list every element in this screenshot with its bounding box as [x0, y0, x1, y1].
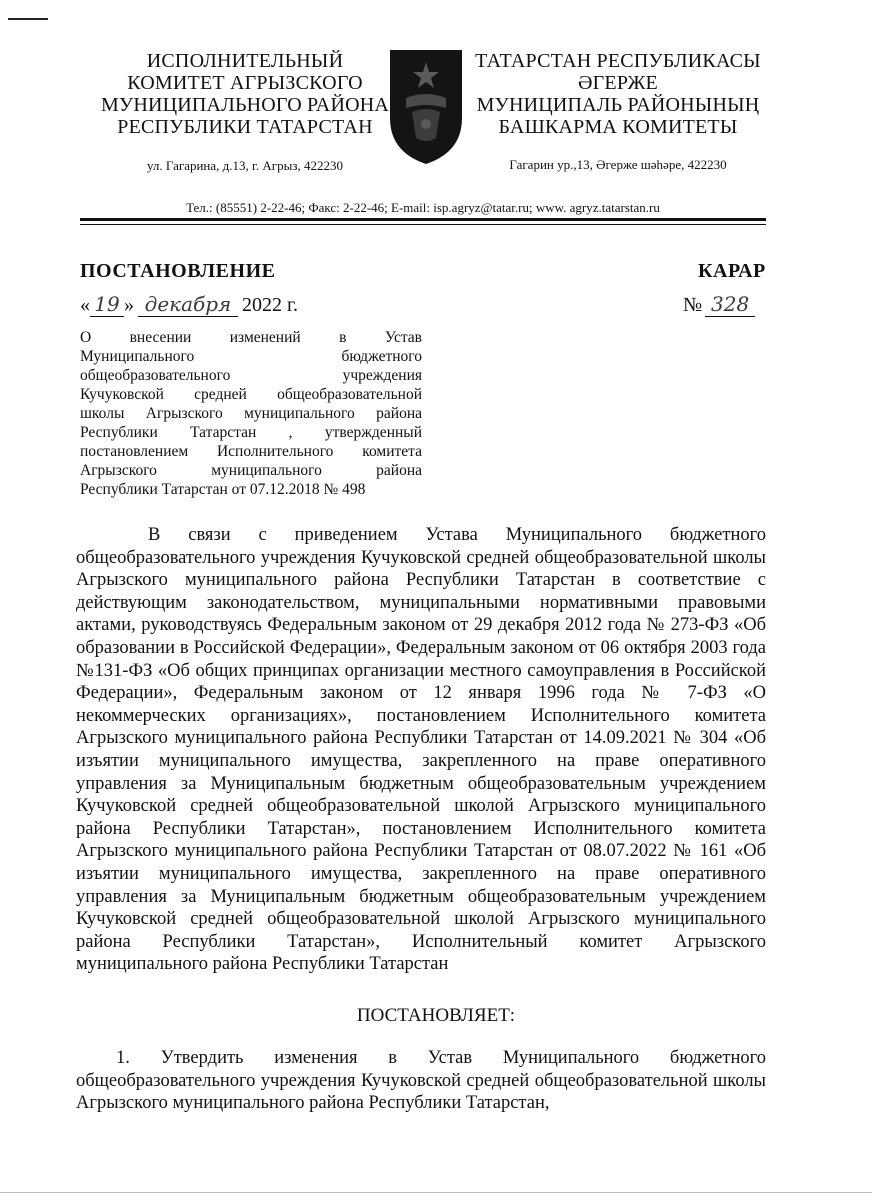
subject-line: постановлением Исполнительного комитета: [80, 443, 422, 460]
org-name-ru-line-1: ИСПОЛНИТЕЛЬНЫЙ: [146, 50, 344, 72]
org-name-tt-line-4: БАШКАРМА КОМИТЕТЫ: [498, 116, 738, 138]
subject-line: школы Агрызского муниципального района: [80, 405, 422, 422]
subject-line: общеобразовательного учреждения: [80, 367, 422, 384]
doc-type-ru: ПОСТАНОВЛЕНИЕ: [80, 260, 276, 282]
corner-mark: [8, 18, 48, 20]
preamble-paragraph: В связи с приведением Устава Муниципального бюджетного общеобразовательного учреждения Кучуковской средней общеобразовательной школы Агрызского муниципального района Республики Татарстан в соответствие с действующим законодательством, муниципальными нормативными правовыми актами, руководствуясь Федеральным законом от 29 декабря 2012 года № 273-ФЗ «Об образовании в Российской Федерации», Федеральным законом от 06 октября 2003 года №131-ФЗ «Об общих принципах организации местного самоуправления в Российской Федерации», Федеральным законом от 12 января 1996 года № 7-ФЗ «О некоммерческих организациях», постановлением Исполнительного комитета Агрызского муниципального района Республики Татарстан от 14.09.2021 № 304 «Об изъятии муниципального имущества, закрепленного на праве оперативного управления за Муниципальным бюджетным общеобразовательным учреждением Кучуковской средней общеобразовательной школой Агрызского муниципального района Республики Татарстан», постановлением Исполнительного комитета Агрызского муниципального района Республики Татарстан от 08.07.2022 № 161 «Об изъятии муниципального имущества, закрепленного на праве оперативного управления за Муниципальным бюджетным общеобразовательным учреждением Кучуковской средней общеобразовательной школой Агрызского муниципального района Республики Татарстан», Исполнительный комитет Агрызского муниципального района Республики Татарстан: [76, 525, 766, 975]
subject-line: Республики Татарстан от 07.12.2018 № 498: [80, 481, 366, 498]
date-year: 2022 г.: [242, 294, 298, 316]
org-name-tt-line-1: ТАТАРСТАН РЕСПУБЛИКАСЫ: [475, 50, 761, 72]
date-month: декабря: [138, 292, 238, 317]
date-open-quote: «: [80, 294, 90, 316]
address-tt: Гагарин ур.,13, Әгерже шәһәре, 422230: [509, 157, 727, 172]
page-bottom-edge: [0, 1192, 872, 1193]
doc-subject: [80, 328, 422, 499]
doc-type-tt: КАРАР: [698, 260, 766, 282]
org-name-ru-line-4: РЕСПУБЛИКИ ТАТАРСТАН: [117, 116, 373, 138]
number-prefix: №: [683, 294, 703, 316]
date-close-quote: »: [124, 294, 134, 316]
header-divider-thick: [80, 218, 766, 221]
org-name-ru-line-2: КОМИТЕТ АГРЫЗСКОГО: [127, 72, 363, 94]
org-name-tt-line-3: МУНИЦИПАЛЬ РАЙОНЫНЫҢ: [476, 94, 760, 116]
doc-date: [80, 292, 298, 317]
resolves-heading: ПОСТАНОВЛЯЕТ:: [356, 1005, 516, 1026]
org-name-tt-line-2: ӘГЕРЖЕ: [578, 72, 658, 94]
contacts-line: Тел.: (85551) 2-22-46; Факс: 2-22-46; E-mail: isp.agryz@tatar.ru; www. agryz.tatarstan.ru: [186, 200, 660, 215]
subject-line: Агрызского муниципального района: [80, 462, 422, 479]
coat-of-arms-icon: [388, 48, 464, 166]
date-day: 19: [90, 292, 124, 317]
resolution-point-1: 1. Утвердить изменения в Устав Муниципального бюджетного общеобразовательного учреждения Кучуковской средней общеобразовательной школы Агрызского муниципального района Республики Татарстан,: [76, 1048, 766, 1114]
address-ru: ул. Гагарина, д.13, г. Агрыз, 422230: [147, 158, 343, 173]
subject-line: Кучуковской средней общеобразовательной: [80, 386, 422, 403]
doc-number: [683, 292, 755, 317]
header-right-block: [468, 50, 768, 173]
subject-line: О внесении изменений в Устав: [80, 329, 422, 346]
org-name-ru-line-3: МУНИЦИПАЛЬНОГО РАЙОНА: [100, 94, 390, 116]
header-divider-thin: [80, 224, 766, 225]
subject-line: Муниципального бюджетного: [80, 348, 422, 365]
subject-line: Республики Татарстан , утвержденный: [80, 424, 422, 441]
header-left-block: [80, 50, 410, 174]
number-value: 328: [705, 292, 755, 317]
